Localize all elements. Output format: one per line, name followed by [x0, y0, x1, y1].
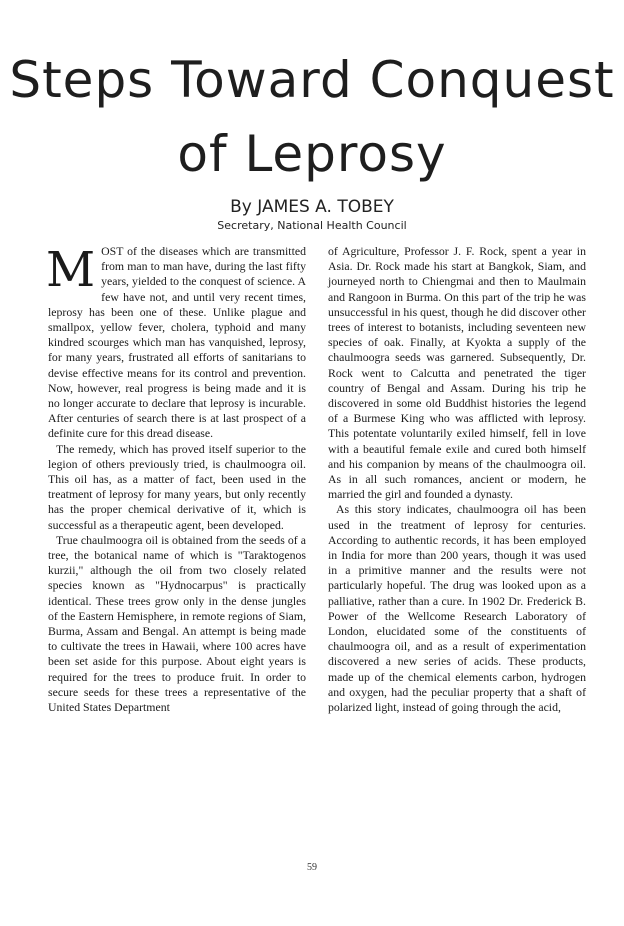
page-number: 59	[307, 862, 317, 873]
drop-cap: M	[46, 242, 96, 298]
article-title-line-2: of Leprosy	[177, 125, 447, 183]
author-byline: By JAMES A. TOBEY	[230, 197, 394, 217]
author-affiliation: Secretary, National Health Council	[217, 219, 407, 232]
left-paragraph-1-text: OST of the diseases which are transmitted from man to man have, during the last fifty years, yielded to the conquest of science. A few have not, and until very recent times, leprosy has been one of these. Unlike plague and smallpox, yellow fever, cholera, typhoid and many kindred scourges which man has vanquished, leprosy, for many years, frustrated all efforts of sanitarians to devise effective means for its control and prevention. Now, however, real progress is being made and it is no longer accurate to declare that leprosy is incurable. After centuries of search there is at last prospect of a definite cure for this dread disease.	[48, 244, 306, 441]
article-title-line-1: Steps Toward Conquest	[9, 51, 615, 109]
left-paragraph-2: The remedy, which has proved itself superior to the legion of others previously tried, is chaulmoogra oil. This oil has, as a matter of fact, been used in the treatment of leprosy for many years, but only recently has the proper chemical derivative of it, which is successful as a therapeutic agent, been developed.	[48, 441, 306, 532]
left-column	[48, 244, 306, 715]
right-paragraph-2: As this story indicates, chaulmoogra oil has been used in the treatment of leprosy for centuries. According to authentic records, it has been employed in India for more than 200 years, though it was used in a primitive manner and the results were not particularly hopeful. The drug was looked upon as a palliative, rather than a cure. In 1902 Dr. Frederick B. Power of the Wellcome Research Laboratory of London, elucidated some of the constituents of chaulmoogra oil, and as a result of experimentation discovered a new series of acids. These products, made up of the chemical elements carbon, hydrogen and oxygen, had the peculiar property that a shaft of polarized light, instead of going through the acid,	[328, 502, 586, 715]
left-paragraph-1	[48, 244, 306, 442]
left-paragraph-3: True chaulmoogra oil is obtained from the seeds of a tree, the botanical name of which is "Taraktogenos kurzii," although the oil from two closely related species known as "Hydnocarpus" is practically identical. These trees grow only in the dense jungles of the Eastern Hemisphere, in remote regions of Siam, Burma, Assam and Bengal. An attempt is being made to cultivate the trees in Hawaii, where 100 acres have been set aside for this purpose. About eight years is required for the trees to produce fruit. In order to secure seeds for these trees a representative of the United States Department	[48, 532, 306, 715]
right-column	[328, 244, 586, 715]
right-paragraph-1: of Agriculture, Professor J. F. Rock, spent a year in Asia. Dr. Rock made his start at Bangkok, Siam, and journeyed north to Chiengmai and then to Maulmain and Rangoon in Burma. On this part of the trip he was unsuccessful in his quest, though he did discover other trees of interest to botanists, including seventeen new species of oak. Finally, at Kyokta a supply of the chaulmoogra seeds was garnered. Subsequently, Dr. Rock went to Calcutta and penetrated the tiger country of Bengal and Assam. During his trip he discovered in some old Buddhist histories the legend of a Burmese King who was afflicted with leprosy. This potentate voluntarily exiled himself, fell in love with a beautiful female exile and cured both himself and his companion by means of the chaulmoogra oil. As in all such romances, ancient or modern, he married the girl and founded a dynasty.	[328, 244, 586, 502]
